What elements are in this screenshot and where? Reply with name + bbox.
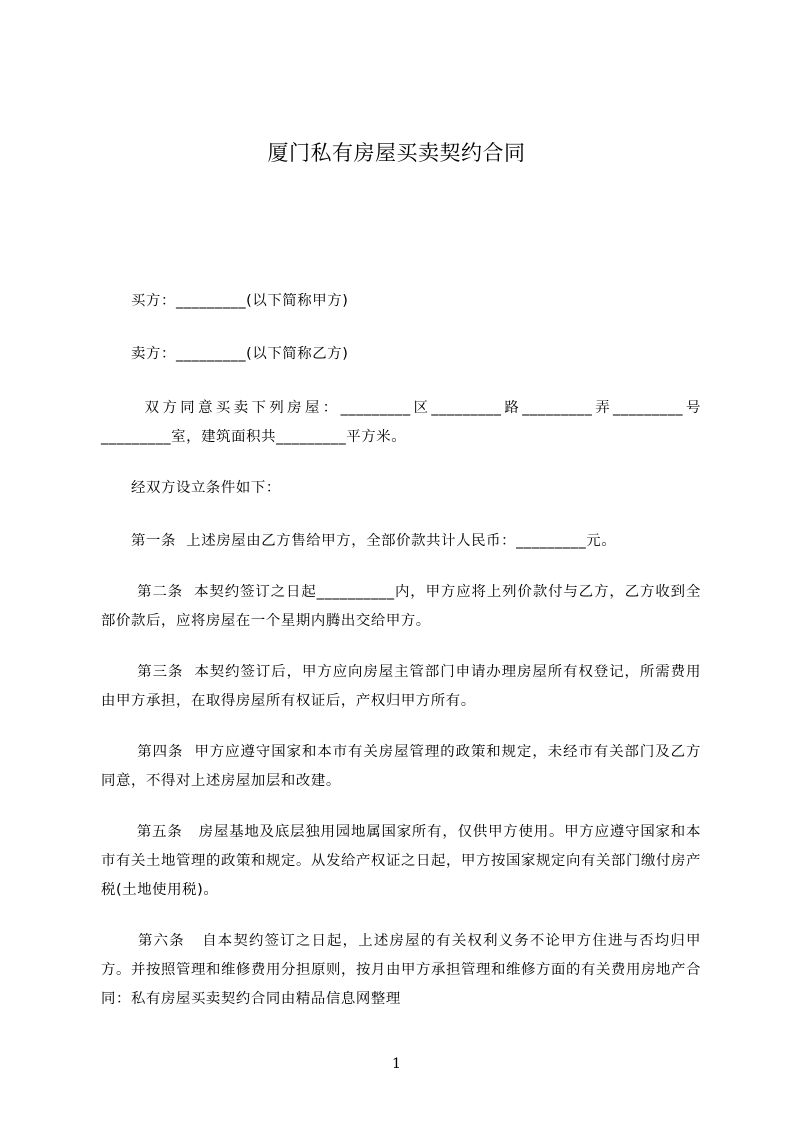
conditions-intro: 经双方设立条件如下： <box>101 480 281 496</box>
page-number: 1 <box>392 1056 401 1072</box>
article-5: 第五条 房屋基地及底层独用园地属国家所有，仅供甲方使用。甲方应遵守国家和本市有关土地管理的政策和规定。从发给产权证之日起，甲方按国家规定向有关部门缴付房产税(土地使用税)。 <box>101 824 701 898</box>
article-4: 第四条 甲方应遵守国家和本市有关房屋管理的政策和规定，未经市有关部门及乙方同意，不得对上述房屋加层和改建。 <box>101 744 701 789</box>
article-1: 第一条 上述房屋由乙方售给甲方，全部价款共计人民币：_________元。 <box>101 533 617 549</box>
property-paragraph: 双方同意买卖下列房屋：_________区_________路_________弄_________号_________室，建筑面积共_________平方米。 <box>101 400 701 445</box>
document-title: 厦门私有房屋买卖契约合同 <box>267 141 526 165</box>
article-6: 第六条 自本契约签订之日起，上述房屋的有关权利义务不论甲方住进与否均归甲方。并按照管理和维修费用分担原则，按月由甲方承担管理和维修方面的有关费用房地产合同：私有房屋买卖契约合同由精品信息网整理 <box>101 933 701 1007</box>
article-3: 第三条 本契约签订后，甲方应向房屋主管部门申请办理房屋所有权登记，所需费用由甲方承担，在取得房屋所有权证后，产权归甲方所有。 <box>101 664 701 709</box>
seller-line: 卖方：_________(以下简称乙方) <box>101 346 349 362</box>
buyer-line: 买方：_________(以下简称甲方) <box>101 293 349 309</box>
article-2: 第二条 本契约签订之日起__________内，甲方应将上列价款付与乙方，乙方收到全部价款后，应将房屋在一个星期内腾出交给甲方。 <box>101 584 701 629</box>
